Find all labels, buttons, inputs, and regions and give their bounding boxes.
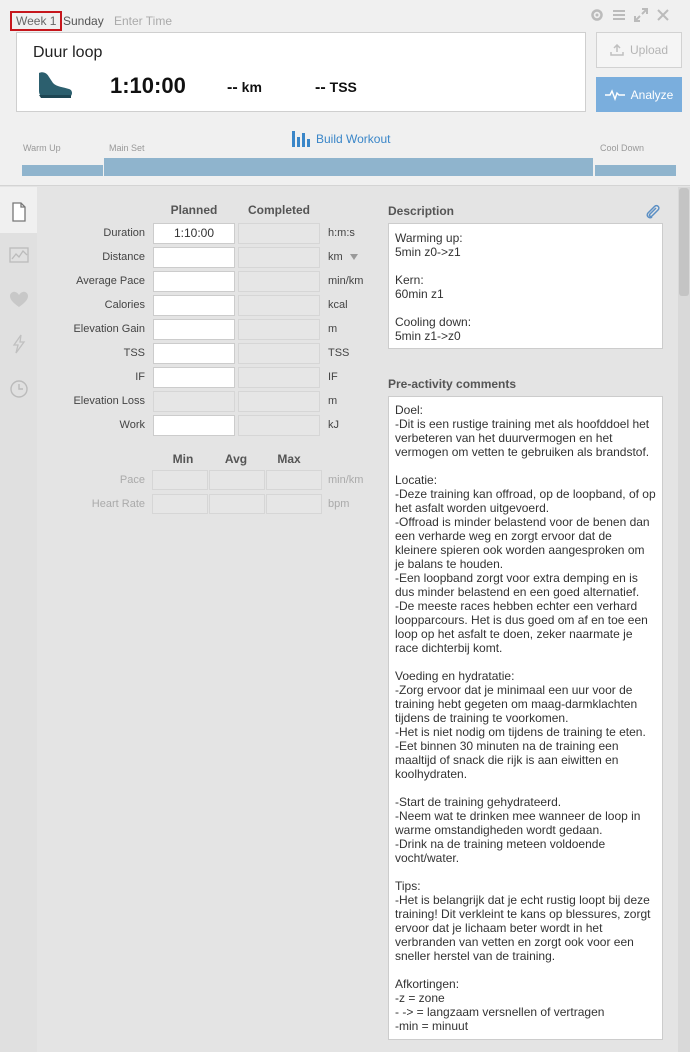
stat-tss-unit: TSS <box>329 79 357 95</box>
clock-icon[interactable] <box>9 379 29 399</box>
window-controls <box>590 8 670 22</box>
lightning-icon[interactable] <box>9 334 29 354</box>
enter-time-field[interactable]: Enter Time <box>114 14 173 28</box>
row-label-average-pace: Average Pace <box>76 275 145 287</box>
pulse-icon <box>605 89 625 101</box>
week-badge[interactable]: Week 1 <box>10 11 62 31</box>
col-planned-header: Planned <box>170 203 218 217</box>
work-planned-input[interactable] <box>153 415 235 436</box>
pace-min-input <box>152 470 208 490</box>
col-min-header: Min <box>172 452 194 466</box>
pace-avg-input <box>209 470 265 490</box>
heart-rate-avg-input <box>209 494 265 514</box>
document-icon[interactable] <box>9 202 29 222</box>
workout-title[interactable]: Duur loop <box>33 44 103 61</box>
row-label-duration: Duration <box>103 227 145 239</box>
description-title: Description <box>388 204 455 218</box>
workout-summary-card <box>16 32 586 112</box>
row-label-calories: Calories <box>104 299 145 311</box>
unit-elevation-gain: m <box>328 323 338 335</box>
average-pace-completed-input <box>238 271 320 292</box>
col-max-header: Max <box>277 452 301 466</box>
analyze-label: Analyze <box>630 87 674 102</box>
unit-duration: h:m:s <box>328 227 355 239</box>
stat-tss <box>315 79 357 97</box>
row-label-heart-rate: Heart Rate <box>91 498 145 510</box>
unit-distance[interactable]: km <box>328 251 343 263</box>
unit-pace: min/km <box>328 474 364 486</box>
heart-rate-max-input <box>266 494 322 514</box>
unit-elevation-loss: m <box>328 395 338 407</box>
row-label-work: Work <box>119 419 145 431</box>
phase-warm-up-label: Warm Up <box>23 143 61 153</box>
running-shoe-icon <box>35 69 75 99</box>
upload-button[interactable] <box>596 32 682 68</box>
calories-completed-input <box>238 295 320 316</box>
duration-planned-input[interactable]: 1:10:00 <box>153 223 235 244</box>
unit-if: IF <box>328 371 338 383</box>
analyze-button[interactable] <box>596 77 682 112</box>
heart-rate-min-input <box>152 494 208 514</box>
average-pace-planned-input[interactable] <box>153 271 235 292</box>
phase-main-set-bar[interactable] <box>104 158 593 176</box>
tss-completed-input <box>238 343 320 364</box>
unit-average-pace: min/km <box>328 275 364 287</box>
elevation-gain-planned-input[interactable] <box>153 319 235 340</box>
stat-duration: 1:10:00 <box>110 73 186 98</box>
row-label-pace: Pace <box>119 474 145 486</box>
pre-activity-comments-title: Pre-activity comments <box>388 377 517 391</box>
pace-max-input <box>266 470 322 490</box>
stat-tss-value: -- <box>315 79 326 96</box>
col-completed-header: Completed <box>247 203 310 217</box>
stat-distance-value: -- <box>227 79 238 96</box>
unit-heart-rate: bpm <box>328 498 350 510</box>
description-textarea[interactable]: Warming up: 5min z0->z1 Kern: 60min z1 Cooling down: 5min z1->z0 <box>388 223 663 349</box>
build-workout-link[interactable] <box>292 131 390 147</box>
sidebar <box>0 187 37 1052</box>
row-label-distance: Distance <box>102 251 145 263</box>
scrollbar-thumb[interactable] <box>679 188 689 296</box>
workout-header <box>0 0 690 186</box>
day-label: Sunday <box>63 14 104 28</box>
col-avg-header: Avg <box>224 452 248 466</box>
scrollbar-track[interactable] <box>678 187 690 1052</box>
phase-warm-up-bar[interactable] <box>22 165 103 176</box>
elevation-loss-planned-input <box>153 391 235 412</box>
pre-activity-comments-textarea[interactable]: Doel: -Dit is een rustige training met als hoofddoel het verbeteren van het duurvermogen en het vermogen om vetten te gebruiken als brandstof. Locatie: -Deze training kan offroad, op de loopband, of op het asfalt worden uitgevoerd. -Offroad is minder belastend voor de benen dan een verharde weg en zorgt ervoor dat de kleinere spieren ook worden aangesproken om je balans te houden. -Een loopband zorgt voor extra demping en is dus minder belastend en een goed alternatief. -De meeste races hebben echter een verhard loopparcours. Het is dus goed om af en toe een loop op het asfalt te doen, zeker naarmate je race dichterbij komt. Voeding en hydratatie: -Zorg ervoor dat je minimaal een uur voor de training hebt gegeten om maag-darmklachten tijdens de training te voorkomen. -Het is niet nodig om tijdens de training te eten. -Eet binnen 30 minuten na de training een maaltijd of snack die rijk is aan eiwitten en koolhydraten. -Start de training gehydrateerd. -Neem wat te drinken mee wanneer de loop in warme omstandigheden wordt gedaan. -Drink na de training meteen voldoende vocht/water. Tips: -Het is belangrijk dat je echt rustig loopt bij deze training! Dit verkleint te kans op blessures, zorgt ervoor dat je lichaam beter wordt in het verbranden van vetten en zorgt ook voor een sneller herstel van de training. Afkortingen: -z = zone - -> = langzaam versnellen of vertragen -min = minuut <box>388 396 663 1040</box>
unit-work: kJ <box>328 419 339 431</box>
row-label-elevation-gain: Elevation Gain <box>73 323 145 335</box>
unit-tss: TSS <box>328 347 350 359</box>
unit-calories: kcal <box>328 299 348 311</box>
upload-label: Upload <box>629 43 669 57</box>
duration-completed-input <box>238 223 320 244</box>
tss-planned-input[interactable] <box>153 343 235 364</box>
phase-cool-down-bar[interactable] <box>595 165 676 176</box>
distance-unit-dropdown-icon[interactable] <box>350 254 358 260</box>
row-label-if: IF <box>135 371 145 383</box>
row-label-elevation-loss: Elevation Loss <box>73 395 145 407</box>
calories-planned-input[interactable] <box>153 295 235 316</box>
distance-planned-input[interactable] <box>153 247 235 268</box>
elevation-loss-completed-input <box>238 391 320 412</box>
elevation-gain-completed-input <box>238 319 320 340</box>
work-completed-input <box>238 415 320 436</box>
upload-icon <box>610 44 624 56</box>
expand-icon[interactable] <box>634 8 648 22</box>
if-planned-input[interactable] <box>153 367 235 388</box>
if-completed-input <box>238 367 320 388</box>
row-label-tss: TSS <box>123 347 145 359</box>
menu-icon[interactable] <box>612 8 626 22</box>
build-workout-label: Build Workout <box>316 132 391 146</box>
phase-cool-down-label: Cool Down <box>600 143 645 153</box>
bar-chart-icon <box>292 131 310 147</box>
distance-completed-input <box>238 247 320 268</box>
stat-distance-unit: km <box>241 79 262 95</box>
gear-icon[interactable] <box>590 8 604 22</box>
paperclip-icon[interactable] <box>645 203 661 221</box>
heart-icon[interactable] <box>9 290 29 310</box>
graph-icon[interactable] <box>9 245 29 265</box>
close-icon[interactable] <box>656 8 670 22</box>
stat-distance <box>227 79 262 97</box>
phase-main-set-label: Main Set <box>109 143 145 153</box>
